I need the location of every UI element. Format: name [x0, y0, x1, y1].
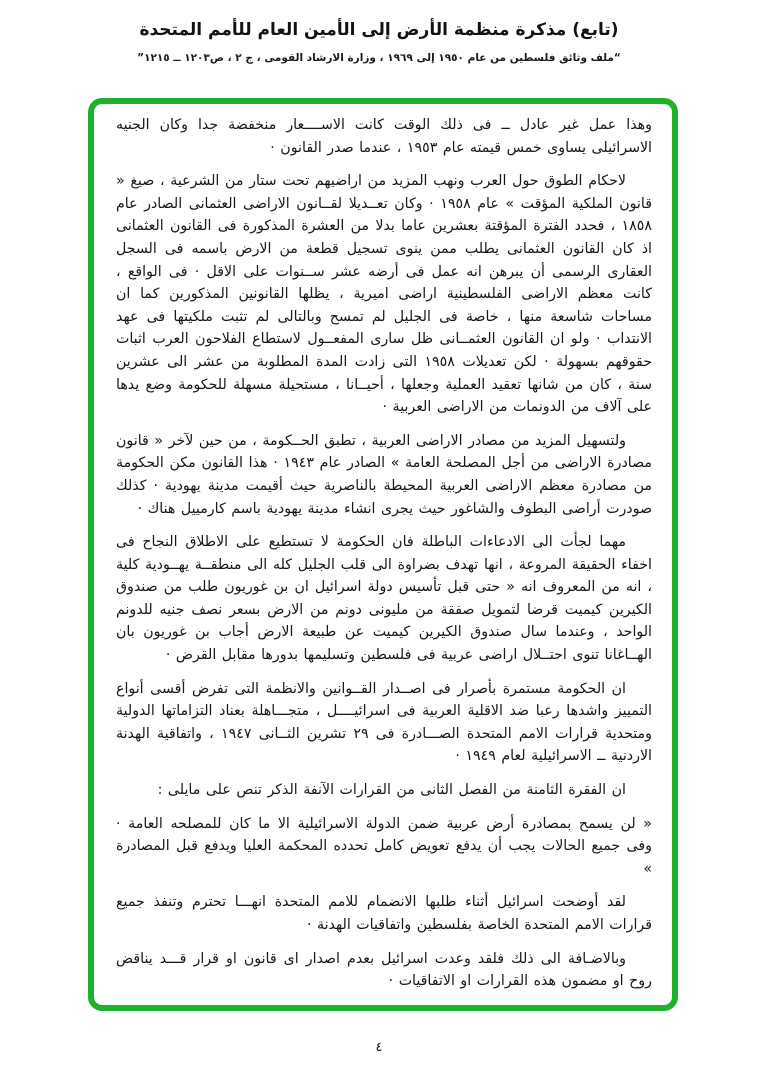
- content-frame: [88, 98, 678, 1011]
- paragraph: لاحكام الطوق حول العرب ونهب المزيد من اراضيهم تحت ستار من الشرعية ، صيغ « قانون الملكية المؤقت » عام ١٩٥٨ · وكان تعــديلا لقــانون الاراضى العثمانى الصادر عام ١٨٥٨ ، فحدد الفترة المؤقتة بعشرين عاما بدلا من العشرة المذكورة فى القانون العثمانى اذ كان القانون العثمانى يطلب ممن ينوى تسجيل قطعة من الارض باسمه فى السجل العقارى الرسمى أن يبرهن انه عمل فى أرضه عشر ســنوات على الاقل · فى الواقع ، كانت معظم الاراضى الفلسطينية اراضى اميرية ، يظلها القانونين المذكورين كما ان مساحات شاسعة منها ، خاصة فى الجليل لم تمسح وبالتالى لم تثبت ملكيتها فى عهد الانتداب · ولو ان القانون العثمــانى ظل سارى المفعــول لاستطاع الفلاحون العرب اثبات حقوقهم بسهولة · لكن تعديلات ١٩٥٨ التى زادت المدة المطلوبة من عشر الى عشرين سنة ، كان من شانها تعقيد العملية وجعلها ، أحيــانا ، مستحيلة مسهلة للحكومة وضع يدها على آلاف من الدونمات من الاراضى العربية ·: [116, 173, 652, 416]
- document-paragraphs: [116, 114, 652, 993]
- document-header: [0, 0, 758, 64]
- paragraph: وهذا عمل غير عادل ــ فى ذلك الوقت كانت الاســــعار منخفضة جدا وكان الجنيه الاسرائيلى يساوى خمس قيمته عام ١٩٥٣ ، عندما صدر القانون ·: [116, 117, 652, 156]
- page-subtitle: “ملف وثائق فلسطين من عام ١٩٥٠ إلى ١٩٦٩ ، وزارة الارشاد القومى ، ج ٢ ، ص١٢٠٣ ــ ١٢١٥”: [137, 52, 621, 64]
- page-number: ٤: [375, 1040, 383, 1055]
- paragraph: ان الحكومة مستمرة بأصرار فى اصــدار القــوانين والانظمة التى تفرض أقسى أنواع التمييز واشدها رعبا ضد الاقلية العربية فى اسرائيــــل ، متجـــاهلة بعناد التزاماتها الدولية ومتحدية قرارات الامم المتحدة الصـــادرة فى ٢٩ تشرين الثــانى ١٩٤٧ ، واتفاقية الهدنة الاردنية ــ الاسرائيلية لعام ١٩٤٩ ·: [116, 680, 652, 765]
- paragraph: مهما لجأت الى الادعاءات الباطلة فان الحكومة لا تستطيع على الاطلاق النجاح فى اخفاء الحقيقة المروعة ، انها تهدف بضراوة الى قلب الجليل كله الى منطقــة يهــودية كلية ، انه من المعروف انه « حتى قبل تأسيس دولة اسرائيل ان بن غوريون طلب من صندوق الكيرين كيميت قرضا لتمويل صفقة من مليونى دونم من الارض بسعر نصف جنيه للدونم الواحد ، وعندما سال صندوق الكيرين كيميت عن طبيعة الارض أجاب بن غوريون بان الهــاغانا تنوى احتــلال اراضى عربية فى فلسطين وتسليمها بدورها مقابل القرض ·: [116, 534, 652, 664]
- paragraph: « لن يسمح بمصادرة أرض عربية ضمن الدولة الاسرائيلية الا ما كان للمصلحه العامة · وفى جميع الحالات يجب أن يدفع تعويض كامل تحدده المحكمة العليا ويدفع قبل المصادرة »: [116, 815, 652, 877]
- paragraph: وبالاضـافة الى ذلك فلقد وعدت اسرائيل بعدم اصدار اى قانون او قرار قـــد يناقض روح او مضمون هذه القرارات او الاتفاقيات ·: [116, 950, 652, 990]
- paragraph: ان الفقرة الثامنة من الفصل الثانى من القرارات الآنفة الذكر تنص على مايلى :: [157, 782, 626, 799]
- paragraph: ولتسهيل المزيد من مصادر الاراضى العربية ، تطبق الحــكومة ، من حين لآخر « قانون مصادرة الاراضى من أجل المصلحة العامة » الصادر عام ١٩٤٣ · هذا القانون مكن الحكومة من مصادرة معظم الاراضى العربية المحيطة بالناصرية حيث أقيمت مدينة يهودية · كذلك صودرت أراضى البطوف والشاغور حيث يجرى انشاء مدينة يهودية باسم كارمييل هناك ·: [116, 432, 652, 517]
- page-title: (تابع) مذكرة منظمة الأرض إلى الأمين العام للأمم المتحدة: [139, 20, 619, 40]
- paragraph: لقد أوضحت اسرائيل أثناء طلبها الانضمام للامم المتحدة انهـــا تحترم وتنفذ جميع قرارات الامم المتحدة الخاصة بفلسطين واتفاقيات الهدنة ·: [116, 894, 652, 933]
